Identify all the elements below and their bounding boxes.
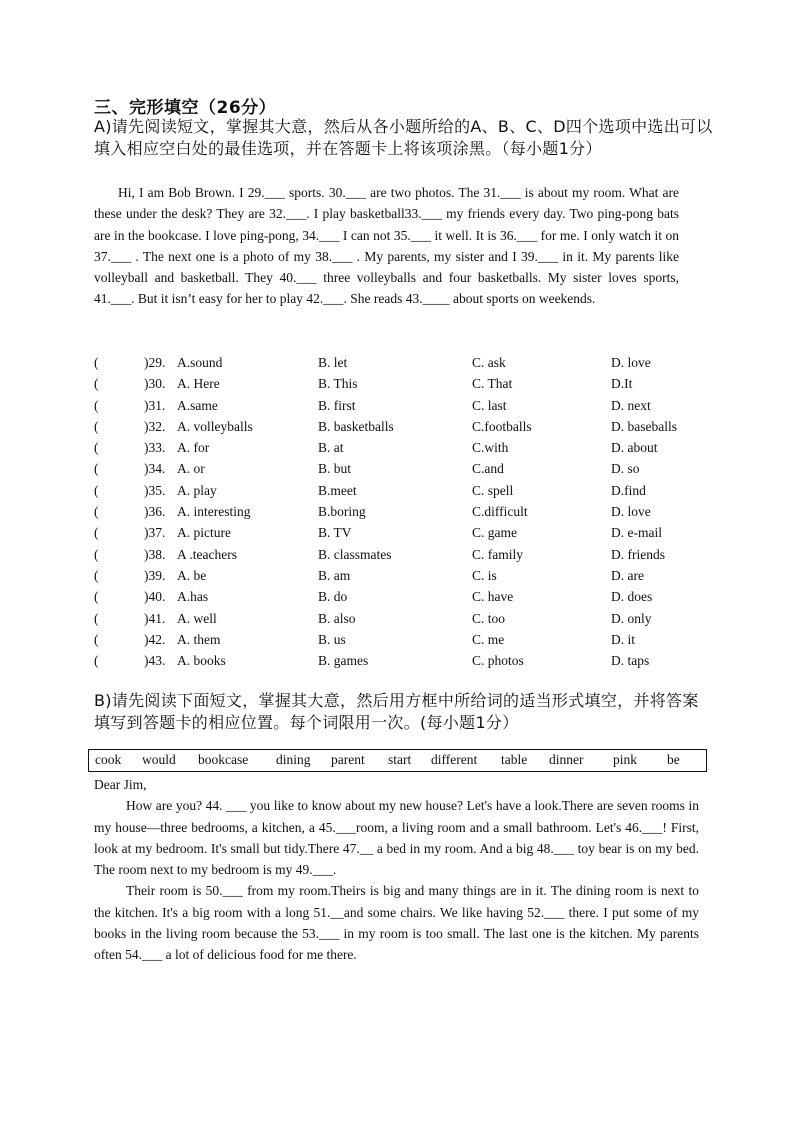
question-row [94, 650, 714, 671]
option-c: C. have [472, 589, 514, 605]
option-d: D. love [611, 355, 651, 370]
option-b: B. us [318, 631, 346, 647]
option-c: C. ask [472, 355, 506, 370]
question-number: )30. [144, 376, 166, 392]
option-d: D.It [611, 376, 633, 392]
answer-paren: ( [94, 631, 99, 647]
answer-paren: ( [94, 567, 99, 583]
option-b: B.boring [318, 504, 366, 520]
section-title: 三、完形填空（26分） [94, 98, 277, 118]
question-number: )40. [144, 589, 166, 605]
word-bank-item: be [667, 752, 680, 767]
option-d: D.find [611, 482, 646, 498]
word-bank-item: parent [331, 752, 365, 767]
option-d: D. does [611, 589, 653, 605]
word-bank-item: bookcase [198, 752, 249, 767]
question-row [94, 522, 714, 543]
answer-paren: ( [94, 504, 99, 520]
word-bank-item: dining [276, 752, 311, 767]
answer-paren: ( [94, 418, 99, 434]
word-bank-item: table [501, 752, 528, 767]
question-number: )29. [144, 355, 166, 370]
question-number: )31. [144, 397, 166, 413]
option-d: D. so [611, 461, 640, 477]
question-number: )41. [144, 610, 166, 626]
option-b: B. also [318, 610, 356, 626]
part-a-passage [94, 182, 679, 310]
option-c: C.with [472, 440, 509, 456]
option-c: C.footballs [472, 418, 532, 434]
answer-paren: ( [94, 376, 99, 392]
option-a: A.sound [177, 355, 223, 370]
question-number: )32. [144, 418, 166, 434]
question-row [94, 629, 714, 650]
question-row [94, 373, 714, 394]
question-number: )36. [144, 504, 166, 520]
option-b: B. at [318, 440, 344, 456]
part-a-instruction: A)请先阅读短文，掌握其大意，然后从各小题所给的A、B、C、D四个选项中选出可以填入相应空白处的最佳选项，并在答题卡上将该项涂黑。（每小题1分） [94, 117, 713, 158]
answer-paren: ( [94, 461, 99, 477]
question-row [94, 416, 714, 437]
letter-greeting: Dear Jim, [94, 777, 147, 792]
option-c: C. me [472, 631, 505, 647]
answer-paren: ( [94, 610, 99, 626]
option-b: B. let [318, 355, 348, 370]
option-c: C. spell [472, 482, 514, 498]
option-d: D. it [611, 631, 636, 647]
option-d: D. baseballs [611, 418, 677, 434]
word-bank-item: start [388, 752, 412, 767]
option-b: B. games [318, 653, 369, 669]
question-number: )42. [144, 631, 166, 647]
option-c: C. photos [472, 653, 524, 669]
option-a: A. for [177, 440, 210, 456]
option-a: A. or [177, 461, 205, 477]
word-bank-item: pink [613, 752, 638, 767]
option-d: D. about [611, 440, 658, 456]
option-b: B.meet [318, 482, 357, 498]
option-b: B. do [318, 589, 348, 605]
option-c: C. too [472, 610, 506, 626]
option-b: B. first [318, 397, 356, 413]
letter-body [94, 774, 699, 966]
option-a: A.has [177, 589, 209, 605]
option-a: A. picture [177, 525, 231, 541]
question-row [94, 586, 714, 607]
word-bank-item: would [142, 752, 176, 767]
question-number: )35. [144, 482, 166, 498]
option-d: D. are [611, 567, 644, 583]
answer-paren: ( [94, 482, 99, 498]
option-b: B. This [318, 376, 358, 392]
question-row [94, 352, 714, 373]
question-number: )34. [144, 461, 166, 477]
question-row [94, 395, 714, 416]
option-c: C. game [472, 525, 517, 541]
answer-paren: ( [94, 397, 99, 413]
question-row [94, 480, 714, 501]
option-a: A. Here [177, 376, 220, 392]
option-a: A. be [177, 567, 207, 583]
option-c: C. is [472, 567, 497, 583]
option-b: B. am [318, 567, 351, 583]
option-a: A.same [177, 397, 218, 413]
option-d: D. taps [611, 653, 650, 669]
option-a: A. books [177, 653, 226, 669]
option-a: A. play [177, 482, 217, 498]
option-b: B. classmates [318, 546, 392, 562]
option-c: C. That [472, 376, 513, 392]
option-a: A. well [177, 610, 217, 626]
answer-paren: ( [94, 525, 99, 541]
question-number: )38. [144, 546, 166, 562]
option-d: D. e-mail [611, 525, 662, 541]
word-bank-item: cook [95, 752, 122, 767]
question-row [94, 458, 714, 479]
option-c: C. family [472, 546, 523, 562]
answer-paren: ( [94, 355, 99, 370]
option-a: A. interesting [177, 504, 251, 520]
option-b: B. TV [318, 525, 352, 541]
part-b-instruction: B)请先阅读下面短文，掌握其大意，然后用方框中所给词的适当形式填空，并将答案填写到答题卡的相应位置。每个词限用一次。(每小题1分） [94, 691, 699, 732]
option-d: D. friends [611, 546, 665, 562]
word-bank-box [88, 749, 707, 772]
answer-paren: ( [94, 653, 99, 669]
answer-paren: ( [94, 589, 99, 605]
question-number: )43. [144, 653, 166, 669]
question-row [94, 501, 714, 522]
option-d: D. next [611, 397, 651, 413]
part-a-passage-text: Hi, I am Bob Brown. I 29.___ sports. 30.___ are two photos. The 31.___ is about my room. What are these under the desk? They are 32.___. I play basketball33.___ my friends every day. Two ping-pong bats are in the bookcase. I love ping-pong, 34.___ I can not 35.___ it well. It is 36.___ for me. I only watch it on 37.___ . The next one is a photo of my 38.___ . My parents, my sister and I 39.___ in it. My parents like volleyball and basketball. They 40.___ three volleyballs and four basketballs. My sister loves sports, 41.___. But it isn’t easy for her to play 42.___. She reads 43.____ about sports on weekends. [94, 185, 679, 307]
option-d: D. love [611, 504, 651, 520]
option-b: B. basketballs [318, 418, 394, 434]
option-d: D. only [611, 610, 652, 626]
letter-paragraph-1: How are you? 44. ___ you like to know about my new house? Let's have a look.There are seven rooms in my house—three bedrooms, a kitchen, a 45.___room, a living room and a small bathroom. Let's 46.___! First, look at my bedroom. It's small but tidy.There 47.__ a bed in my room. And a big 48.___ toy bear is on my bed. The room next to my bedroom is my 49.___. [94, 798, 699, 878]
option-c: C.difficult [472, 504, 528, 520]
answer-paren: ( [94, 440, 99, 456]
word-bank-item: different [431, 752, 478, 767]
question-number: )39. [144, 567, 166, 583]
question-row [94, 437, 714, 458]
option-c: C. last [472, 397, 507, 413]
option-a: A. volleyballs [177, 418, 253, 434]
question-number: )33. [144, 440, 166, 456]
question-row [94, 565, 714, 586]
option-b: B. but [318, 461, 352, 477]
letter-paragraph-2: Their room is 50.___ from my room.Theirs is big and many things are in it. The dining room is next to the kitchen. It's a big room with a long 51.__and some chairs. We like having 52.___ there. I put some of my books in the living room because the 53.___ in my room is too small. The last one is the kitchen. My parents often 54.___ a lot of delicious food for me there. [94, 883, 699, 963]
question-number: )37. [144, 525, 166, 541]
option-c: C.and [472, 461, 504, 477]
question-row [94, 608, 714, 629]
answer-paren: ( [94, 546, 99, 562]
question-row [94, 544, 714, 565]
option-a: A .teachers [177, 546, 237, 562]
question-options-list [94, 352, 714, 671]
word-bank-item: dinner [549, 752, 584, 767]
option-a: A. them [177, 631, 221, 647]
